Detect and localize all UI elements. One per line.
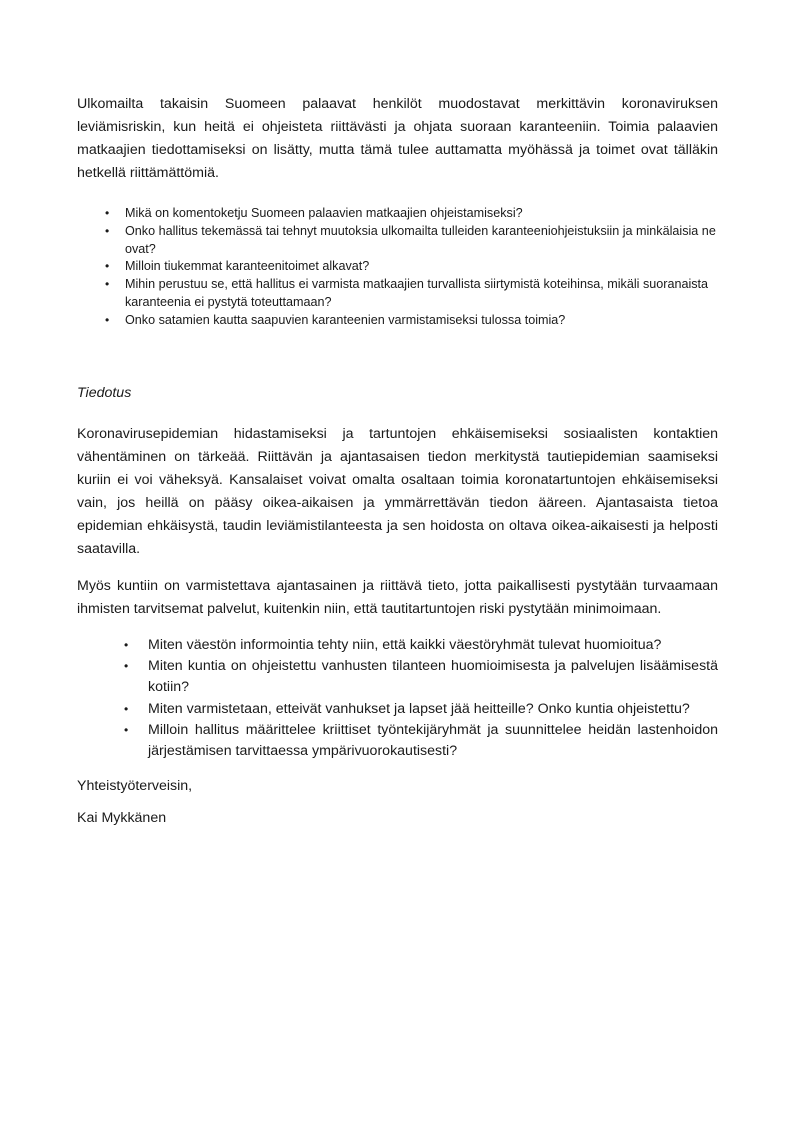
section-heading: Tiedotus	[77, 385, 132, 401]
list-item: • Milloin tiukemmat karanteenitoimet alkavat?	[125, 258, 718, 276]
list-item: • Onko hallitus tekemässä tai tehnyt muutoksia ulkomailta tulleiden karanteeniohjeistuksiin ja minkälaisia ne ovat?	[105, 223, 716, 256]
list-item: • Onko satamien kautta saapuvien karanteenien varmistamiseksi tulossa toimia?	[125, 312, 718, 330]
list-item: • Mihin perustuu se, että hallitus ei varmista matkaajien turvallista siirtymistä koteihinsa, mikäli suoranaista karanteenia ei pystytä toteuttamaan?	[105, 277, 709, 309]
bullet-icon: •	[124, 638, 129, 652]
municipal-questions-list	[77, 635, 718, 762]
intro-paragraph: Ulkomailta takaisin Suomeen palaavat henkilöt muodostavat merkittävin koronaviruksen leviämisriskin, kun heitä ei ohjeisteta riittävästi ja ohjata suoraan karanteeniin. Toimia palaavien matkaajien tiedottamiseksi on lisätty, mutta tämä tulee auttamatta myöhässä ja toimet ovat tälläkin hetkellä riittämättömiä.	[77, 96, 718, 181]
bullet-icon: •	[105, 206, 110, 220]
travel-questions-list	[77, 205, 718, 330]
list-item: • Miten kuntia on ohjeistettu vanhusten tilanteen huomioimisesta ja palvelujen lisäämisestä kotiin?	[124, 658, 718, 696]
bullet-icon: •	[105, 312, 110, 327]
bullet-icon: •	[105, 259, 110, 274]
list-item: • Milloin hallitus määrittelee kriittiset työntekijäryhmät ja suunnittelee heidän lastenhoidon järjestämisen tarvittaessa ympärivuorokautisesti?	[124, 721, 718, 760]
municipal-paragraph: Myös kuntiin on varmistettava ajantasainen ja riittävä tieto, jotta paikallisesti pystytään turvaamaan ihmisten tarvitsemat palvelut, kuitenkin niin, että tautitartuntojen riski pystytään minimoimaan.	[77, 578, 718, 617]
list-item: • Mikä on komentoketju Suomeen palaavien matkaajien ohjeistamiseksi?	[125, 205, 718, 223]
list-item: • Miten väestön informointia tehty niin, että kaikki väestöryhmät tulevat huomioitua?	[148, 635, 718, 656]
bullet-icon: •	[124, 722, 129, 737]
closing-line: Yhteistyöterveisin,	[77, 778, 193, 795]
bullet-icon: •	[105, 277, 110, 292]
bullet-icon: •	[124, 659, 129, 674]
list-item: • Miten varmistetaan, etteivät vanhukset ja lapset jää heitteille? Onko kuntia ohjeistettu?	[148, 699, 718, 720]
bullet-icon: •	[105, 223, 110, 238]
signature: Kai Mykkänen	[77, 810, 167, 827]
document-page	[77, 93, 718, 827]
info-paragraph: Koronavirusepidemian hidastamiseksi ja tartuntojen ehkäisemiseksi sosiaalisten kontaktien vähentäminen on tärkeää. Riittävän ja ajantasaisen tiedon merkitystä tautiepidemian saamiseksi kuriin ei voi väheksyä. Kansalaiset voivat omalta osaltaan toimia koronatartuntojen ehkäisemiseksi vain, jos heillä on pääsy oikea-aikaisen ja ymmärrettävän tiedon ääreen. Ajantasaista tietoa epidemian ehkäisystä, taudin leviämistilanteesta ja sen hoidosta on oltava oikea-aikaisesti ja helposti saatavilla.	[77, 426, 718, 557]
info-section	[77, 423, 718, 826]
bullet-icon: •	[124, 701, 129, 716]
